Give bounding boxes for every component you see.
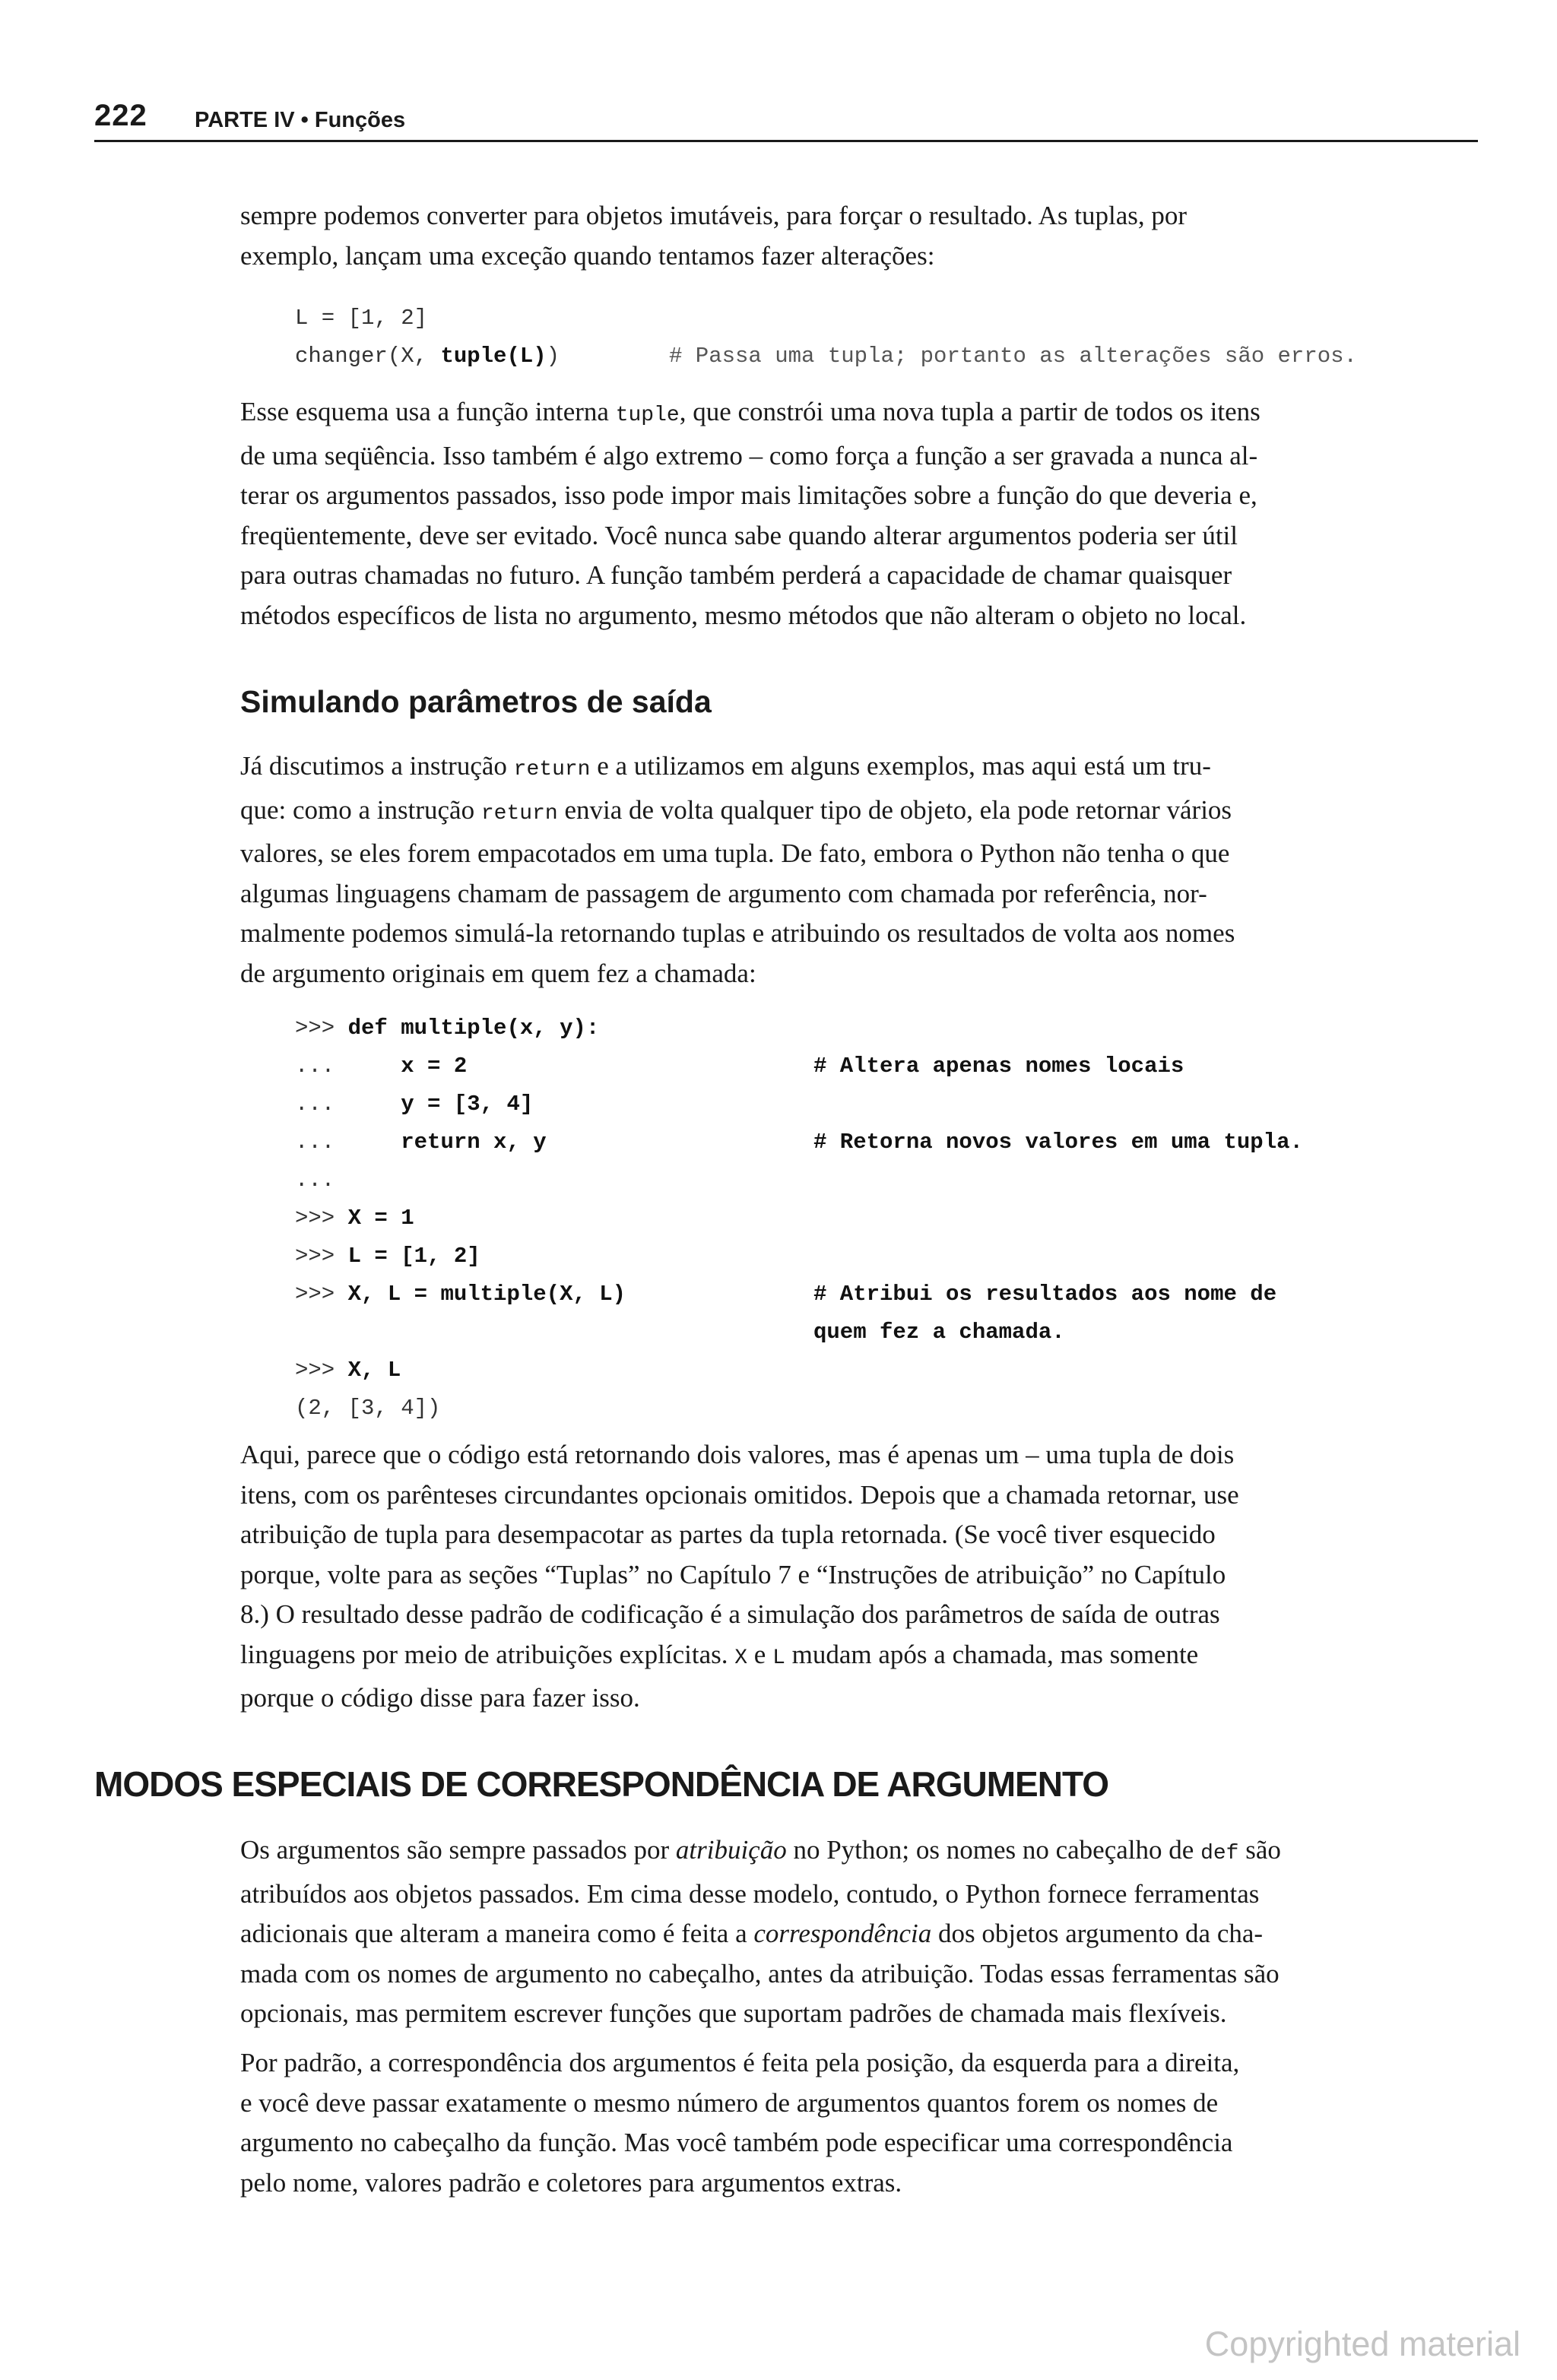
section-heading: Simulando parâmetros de saída [240, 684, 712, 719]
code-line: >>> X, L = multiple(X, L) [295, 1282, 626, 1307]
code-comment: # Atribui os resultados aos nome de [813, 1282, 1277, 1307]
text-line: pelo nome, valores padrão e coletores para argumentos extras. [240, 2167, 902, 2198]
text-line: de uma seqüência. Isso também é algo extremo – como força a função a ser gravada a nunca al- [240, 440, 1258, 471]
code-comment: # Passa uma tupla; portanto as alterações são erros. [669, 344, 1357, 369]
text-line: métodos específicos de lista no argumento, mesmo métodos que não alteram o objeto no local. [240, 600, 1247, 630]
code-line: >>> def multiple(x, y): [295, 1016, 600, 1041]
page-number: 222 [94, 99, 147, 132]
text-line: Já discutimos a instrução return e a utilizamos em alguns exemplos, mas aqui está um tru- [240, 751, 1211, 781]
paragraph-assignment [240, 1830, 1476, 2034]
paragraph-default-matching [240, 2043, 1476, 2203]
text-line: exemplo, lançam uma exceção quando tentamos fazer alterações: [240, 240, 935, 271]
main-heading: MODOS ESPECIAIS DE CORRESPONDÊNCIA DE ARGUMENTO [94, 1764, 1109, 1804]
code-line: changer(X, tuple(L)) [295, 344, 560, 369]
text-line: e você deve passar exatamente o mesmo número de argumentos quantos forem os nomes de [240, 2087, 1219, 2118]
code-comment: # Retorna novos valores em uma tupla. [813, 1130, 1303, 1155]
text-line: Esse esquema usa a função interna tuple, que constrói uma nova tupla a partir de todos os itens [240, 397, 1261, 427]
text-line: algumas linguagens chamam de passagem de argumento com chamada por referência, nor- [240, 878, 1207, 908]
text-line: mada com os nomes de argumento no cabeçalho, antes da atribuição. Todas essas ferramentas são [240, 1958, 1280, 1989]
code-line: ... y = [3, 4] [295, 1092, 534, 1117]
running-header [94, 97, 1478, 142]
copyright-watermark: Copyrighted material [1204, 2325, 1521, 2363]
text-line: linguagens por meio de atribuições explícitas. X e L mudam após a chamada, mas somente [240, 1639, 1199, 1670]
text-line: 8.) O resultado desse padrão de codificação é a simulação dos parâmetros de saída de outras [240, 1599, 1220, 1629]
text-line: adicionais que alteram a maneira como é feita a correspondência dos objetos argumento da cha- [240, 1919, 1264, 1948]
text-line: Por padrão, a correspondência dos argumentos é feita pela posição, da esquerda para a direita, [240, 2048, 1240, 2077]
header-title: PARTE IV • Funções [195, 108, 406, 132]
text-line: porque, volte para as seções “Tuplas” no Capítulo 7 e “Instruções de atribuição” no Capítulo [240, 1559, 1226, 1589]
text-line: Os argumentos são sempre passados por atribuição no Python; os nomes no cabeçalho de def são [240, 1835, 1281, 1865]
paragraph-intro [240, 196, 1476, 276]
code-line: ... x = 2 [295, 1054, 468, 1079]
code-line: >>> X = 1 [295, 1206, 414, 1231]
code-block-tuple [295, 299, 560, 376]
code-comment: # Altera apenas nomes locais [813, 1054, 1184, 1079]
text-line: terar os argumentos passados, isso pode impor mais limitações sobre a função do que deveria e, [240, 480, 1257, 510]
text-line: opcionais, mas permitem escrever funções que suportam padrões de chamada mais flexíveis. [240, 1998, 1227, 2028]
code-line: >>> X, L [295, 1358, 401, 1383]
text-line: freqüentemente, deve ser evitado. Você nunca sabe quando alterar argumentos poderia ser útil [240, 520, 1238, 550]
text-line: para outras chamadas no futuro. A função também perderá a capacidade de chamar quaisquer [240, 560, 1232, 590]
text-line: itens, com os parênteses circundantes opcionais omitidos. Depois que a chamada retornar, use [240, 1479, 1239, 1510]
text-line: atribuição de tupla para desempacotar as partes da tupla retornada. (Se você tiver esquecido [240, 1520, 1216, 1549]
code-line: ... [295, 1168, 348, 1193]
code-output: (2, [3, 4]) [295, 1396, 441, 1421]
code-line: ... return x, y [295, 1130, 547, 1155]
text-line: de argumento originais em quem fez a chamada: [240, 958, 756, 988]
paragraph-tuple-explanation [240, 392, 1476, 635]
text-line: sempre podemos converter para objetos imutáveis, para forçar o resultado. As tuplas, por [240, 201, 1188, 230]
code-comment: quem fez a chamada. [813, 1320, 1065, 1345]
text-line: porque o código disse para fazer isso. [240, 1683, 640, 1713]
text-line: valores, se eles forem empacotados em uma tupla. De fato, embora o Python não tenha o que [240, 838, 1230, 868]
code-block-multiple [295, 1009, 626, 1428]
text-line: atribuídos aos objetos passados. Em cima desse modelo, contudo, o Python fornece ferramentas [240, 1878, 1260, 1909]
paragraph-tuple-result [240, 1435, 1476, 1719]
code-line: L = [1, 2] [295, 306, 428, 331]
code-line: >>> L = [1, 2] [295, 1244, 480, 1269]
paragraph-return-trick [240, 746, 1476, 994]
text-line: malmente podemos simulá-la retornando tuplas e atribuindo os resultados de volta aos nomes [240, 918, 1235, 948]
text-line: argumento no cabeçalho da função. Mas você também pode especificar uma correspondência [240, 2128, 1233, 2157]
text-line: que: como a instrução return envia de volta qualquer tipo de objeto, ela pode retornar vários [240, 794, 1232, 826]
text-line: Aqui, parece que o código está retornando dois valores, mas é apenas um – uma tupla de dois [240, 1440, 1235, 1469]
